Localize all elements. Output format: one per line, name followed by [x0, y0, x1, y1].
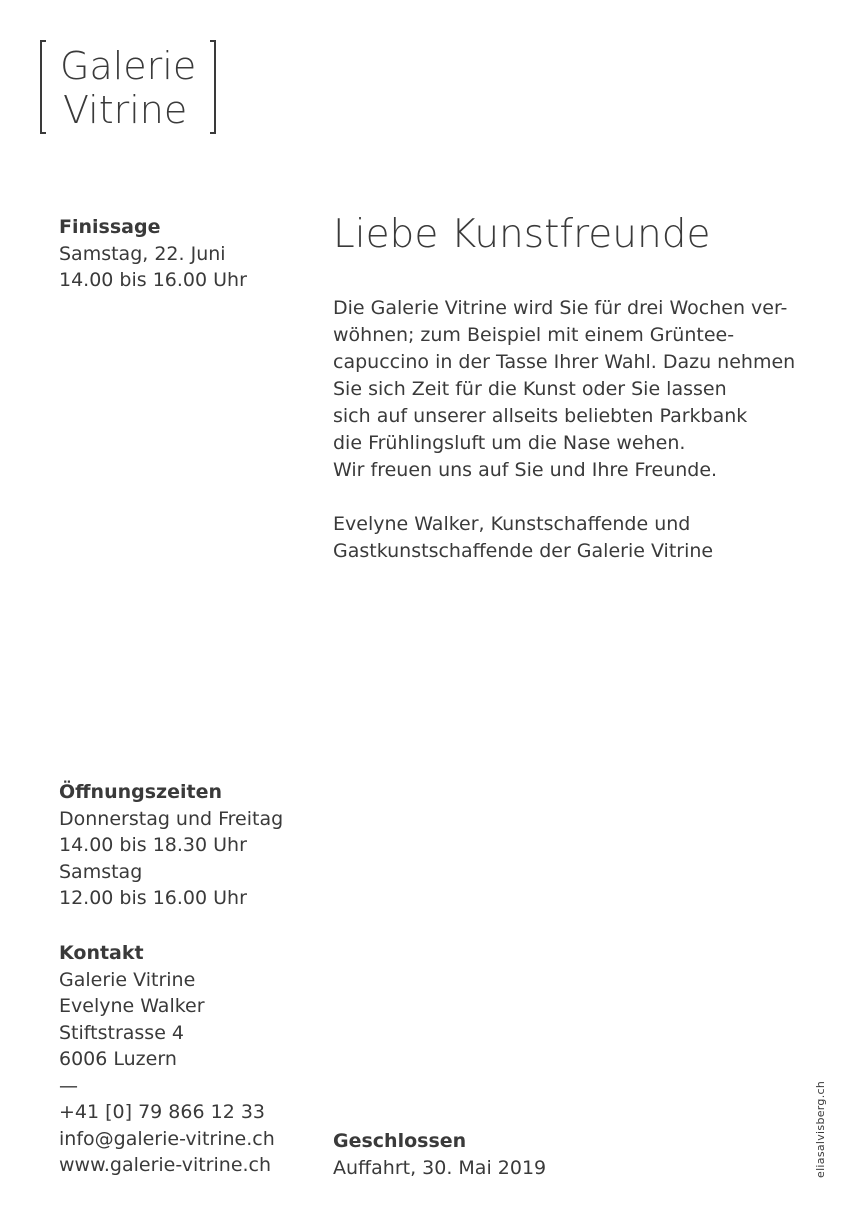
hours-line: Donnerstag und Freitag	[59, 807, 284, 830]
hours-line: 12.00 bis 16.00 Uhr	[59, 887, 247, 909]
contact-person: Evelyne Walker	[59, 995, 205, 1017]
designer-credit: eliasalvisberg.ch	[814, 1080, 827, 1178]
contact-city: 6006 Luzern	[59, 1048, 177, 1070]
closed-block	[333, 1128, 546, 1181]
letter-title: Liebe Kunstfreunde	[333, 212, 711, 257]
letter-line: Sie sich Zeit für die Kunst oder Sie lassen	[333, 378, 727, 400]
logo-line-1: Galerie	[60, 44, 197, 88]
contact-dash: —	[59, 1074, 78, 1097]
letter-line: Die Galerie Vitrine wird Sie für drei Wochen ver-	[333, 297, 788, 319]
contact-phone[interactable]: +41 [0] 79 866 12 33	[59, 1101, 266, 1123]
letter-line: capuccino in der Tasse Ihrer Wahl. Dazu nehmen	[333, 351, 796, 373]
opening-hours-heading: Öffnungszeiten	[59, 781, 222, 803]
logo-text	[60, 44, 196, 132]
contact-street: Stiftstrasse 4	[59, 1021, 185, 1044]
letter-line: sich auf unserer allseits beliebten Parkbank	[333, 405, 748, 427]
finissage-date: Samstag, 22. Juni	[59, 242, 226, 265]
finissage-time: 14.00 bis 16.00 Uhr	[59, 269, 247, 291]
letter-signature	[333, 511, 773, 565]
contact-email[interactable]: info@galerie-vitrine.ch	[59, 1127, 275, 1150]
finissage-heading: Finissage	[59, 216, 161, 238]
finissage-block	[59, 214, 247, 294]
logo-bracket-left	[40, 40, 46, 134]
letter-line: wöhnen; zum Beispiel mit einem Grüntee-	[333, 324, 735, 346]
signature-line: Evelyne Walker, Kunstschaffende und	[333, 513, 691, 535]
logo-bracket-right	[210, 40, 216, 134]
gallery-logo	[40, 40, 216, 136]
letter-body	[333, 295, 796, 592]
closed-heading: Geschlossen	[333, 1130, 467, 1152]
signature-line: Gastkunstschaffende der Galerie Vitrine	[333, 540, 714, 562]
closed-date: Auffahrt, 30. Mai 2019	[333, 1156, 547, 1179]
contact-name: Galerie Vitrine	[59, 968, 196, 991]
logo-line-2: Vitrine	[63, 88, 188, 132]
opening-hours-block	[59, 779, 283, 912]
hours-line: Samstag	[59, 860, 143, 883]
contact-heading: Kontakt	[59, 942, 144, 964]
contact-website[interactable]: www.galerie-vitrine.ch	[59, 1154, 272, 1176]
hours-line: 14.00 bis 18.30 Uhr	[59, 834, 247, 856]
letter-paragraph	[333, 295, 796, 484]
contact-block	[59, 940, 275, 1179]
letter-line: Wir freuen uns auf Sie und Ihre Freunde.	[333, 459, 718, 481]
letter-line: die Frühlingsluft um die Nase wehen.	[333, 432, 686, 454]
